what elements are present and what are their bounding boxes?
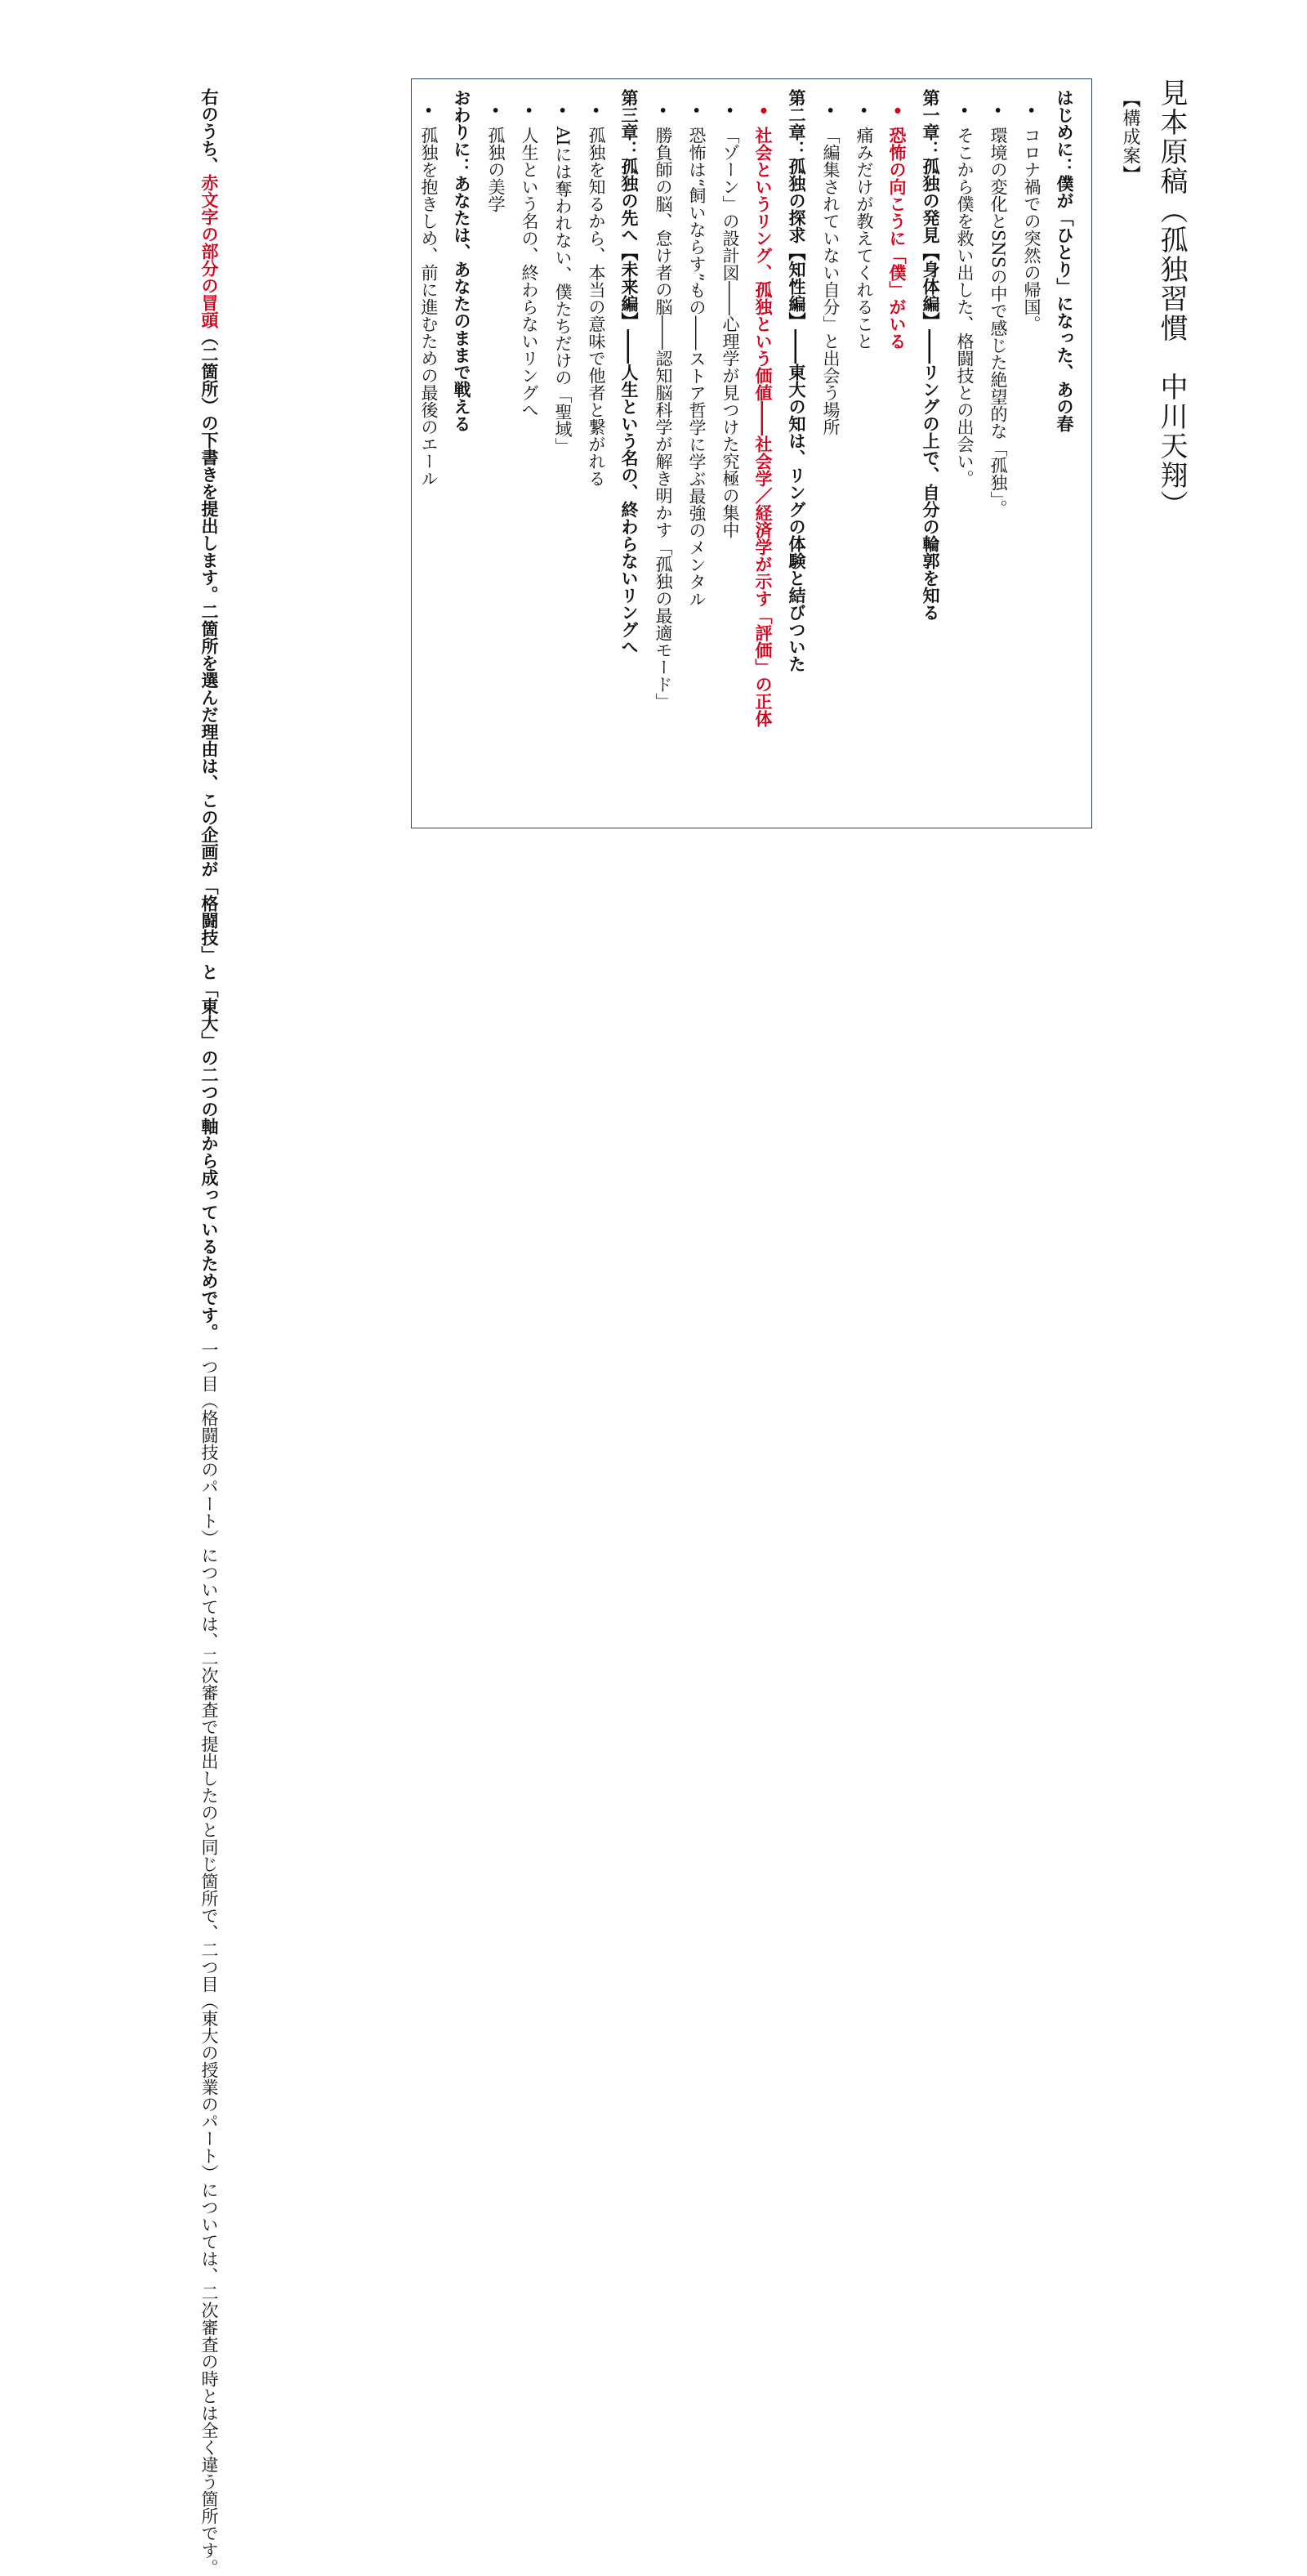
outline-bullet: • 人生という名の、終わらないリングへ — [512, 89, 546, 867]
outline-bullet: • 勝負師の脳、怠け者の脳――認知脳科学が解き明かす「孤独の最適モード」 — [646, 89, 680, 867]
outline-heading-chapter1: 第一章：孤独の発見【身体編】――リングの上で、自分の輪郭を知る — [921, 89, 941, 621]
outline-bullet-highlighted: • 恐怖の向こうに「僕」がいる — [881, 89, 914, 867]
page-title: 見本原稿（孤独習慣 中川天翔） — [1155, 78, 1188, 520]
outline-heading-chapter2: 第二章：孤独の探求【知性編】――東大の知は、リングの体験と結びついた — [787, 89, 807, 672]
outline-bullet: • 痛みだけが教えてくれること — [847, 89, 881, 867]
outline-bullet: • 「ゾーン」の設計図――心理学が見つけた究極の集中 — [713, 89, 747, 867]
note-line-3: 一つ目（格闘技のパート）については、二次審査で提出したのと同じ箇所で、 — [199, 1341, 219, 1941]
note-line-4: 二つ目（東大の授業のパート）については、二次審査の時とは全く違う箇所です。 — [199, 1941, 219, 2576]
outline-bullet: • 恐怖は“飼いならす”もの――ストア哲学に学ぶ最強のメンタル — [680, 89, 713, 867]
note-line-1-pre: 右のうち、 — [199, 88, 220, 174]
outline-bullet: • そこから僕を救い出した、格闘技との出会い。 — [948, 89, 981, 867]
outline-bullet: • 「編集されていない自分」と出会う場所 — [814, 89, 847, 867]
outline-heading-intro: はじめに：僕が「ひとり」になった、あの春 — [1055, 89, 1075, 432]
outline-box — [411, 78, 1092, 828]
outline-bullet: • コロナ禍での突然の帰国。 — [1015, 89, 1048, 867]
outline-bullet: • 孤独を抱きしめ、前に進むための最後のエール — [412, 89, 445, 867]
outline-bullet: • 孤独を知るから、本当の意味で他者と繋がれる — [579, 89, 613, 867]
submission-notes — [190, 88, 222, 2576]
outline-bullet: • AIには奪われない、僕たちだけの「聖域」 — [546, 89, 579, 867]
outline-heading-outro: おわりに：あなたは、あなたのままで戦える — [452, 89, 472, 432]
outline-list — [410, 79, 1091, 829]
note-line-1-highlight: 赤文字の部分の冒頭 — [199, 174, 220, 328]
note-line-1 — [190, 88, 222, 603]
note-line-2: 二箇所を選んだ理由は、この企画が「格闘技」と「東大」の二つの軸から成っているためです。 — [199, 603, 220, 1341]
outline-bullet: • 環境の変化とSNSの中で感じた絶望的な「孤独」。 — [981, 89, 1015, 867]
section-subtitle: 【構成案】 — [1120, 90, 1140, 184]
outline-bullet-highlighted: • 社会というリング、孤独という価値――社会学／経済学が示す「評価」の正体 — [747, 89, 780, 867]
outline-bullet: • 孤独の美学 — [479, 89, 512, 867]
note-line-1-post: （二箇所）の下書きを提出します。 — [199, 328, 220, 603]
outline-heading-chapter3: 第三章：孤独の先へ【未来編】――人生という名の、終わらないリングへ — [619, 89, 640, 655]
